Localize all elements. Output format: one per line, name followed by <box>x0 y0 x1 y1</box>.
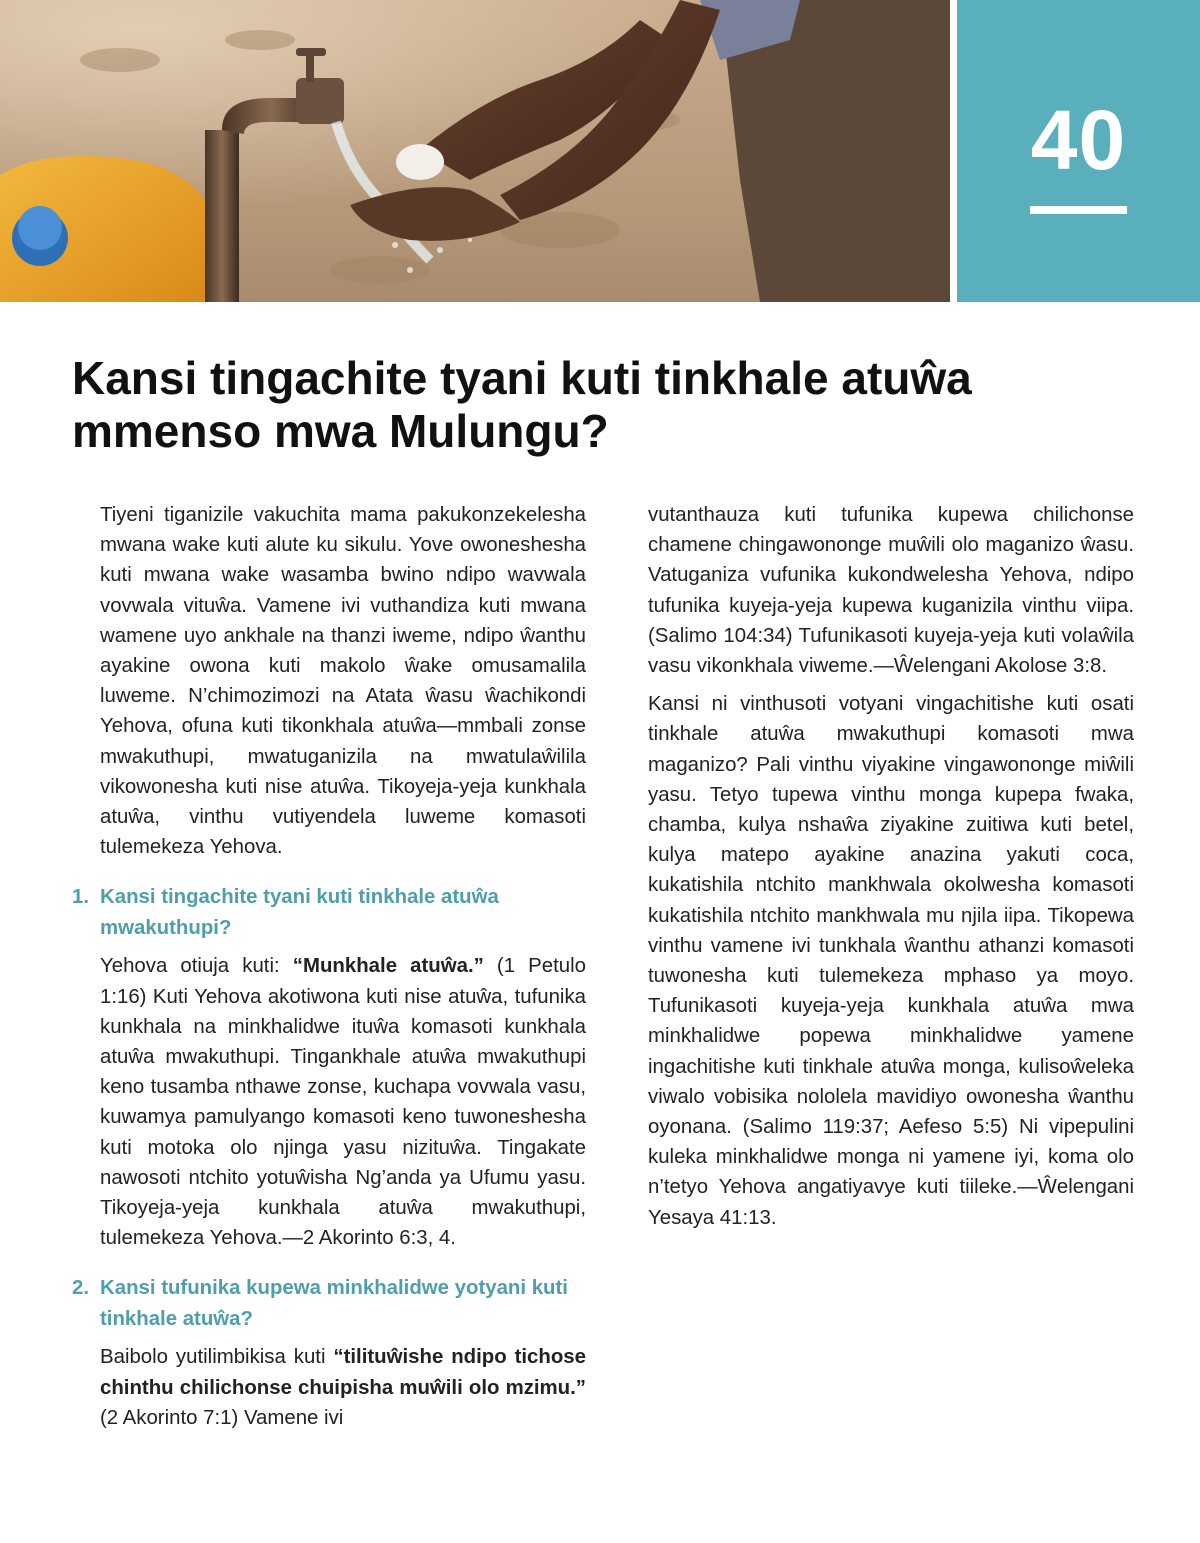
section-2-body: (2 Akorinto 7:1) Vamene ivi <box>100 1406 344 1429</box>
hero-photo <box>0 0 950 302</box>
page-title: Kansi tingachite tyani kuti tinkhale atuŵa mmenso mwa Mulungu? <box>72 352 972 457</box>
question-2-heading <box>72 1273 586 1334</box>
lesson-number-box <box>957 0 1200 302</box>
hand-washing-at-tap-photo <box>0 0 950 302</box>
question-2-text: Kansi tufunika kupewa minkhalidwe yotyani kuti tinkhale atuŵa? <box>100 1277 568 1330</box>
section-1-quote: “Munkhale atuŵa.” <box>292 955 484 978</box>
water-pipe <box>205 130 239 302</box>
question-1-text: Kansi tingachite tyani kuti tinkhale atuŵa mwakuthupi? <box>100 886 499 939</box>
section-1-body: (1 Petulo 1:16) Kuti Yehova akotiwona kuti nise atuŵa, tufunika kunkhala na minkhalidwe ituŵa komasoti kunkhala atuŵa mwakuthupi. Tingankhale atuŵa mwakuthupi keno tusamba nthawe zonse, kuchapa vovwala vasu, kuwamya pamulyango komasoti keno tuwoneshesha kuti motoka olo njinga yasu nizituŵa. Tingakate nawosoti ntchito yotuŵisha Ng’anda ya Ufumu yasu. Tikoyeja-yeja kunkhala atuŵa mwakuthupi, tulemekeza Yehova.—2 Akorinto 6:3, 4. <box>100 955 587 1250</box>
section-1-paragraph <box>100 951 586 1253</box>
left-column <box>72 500 587 1433</box>
lesson-number: 40 <box>1030 93 1127 187</box>
section-2-quote: “tilituŵishe ndipo tichose chinthu chilichonse chuipisha muŵili olo mzimu.” <box>100 1346 586 1399</box>
lesson-number-underline <box>1030 206 1127 214</box>
tap-valve <box>296 78 344 124</box>
section-2-paragraph-2: Kansi ni vinthusoti votyani vingachitishe kuti osati tinkhale atuŵa mwakuthupi komasoti mwa maganizo? Pali vinthu viyakine vingawononge miŵili yasu. Tetyo tupewa vinthu monga kupepa fwaka, chamba, kulya nshaŵa ziyakine zuitiwa kuti betel, kulya matepo ayakine anazina yakuti coca, kukatishila ntchito mankhwala okolwesha komasoti kukatishila ntchito mankhwala mu njila iipa. Tikopewa vinthu vamene ivi tunkhala ŵanthu athanzi komasoti tuwonesha kuti tulemekeza mphaso ya moyo. Tufunikasoti kuyeja-yeja kunkhala atuŵa mwa minkhalidwe popewa minkhalidwe yamene ingachitishe kuti tinkhale atuŵa monga, kulisoŵeleka viwalo vobisika nololela mavidiyo owonesha ŵanthu oyonana. (Salimo 119:37; Aefeso 5:5) Ni vipepulini kuleka minkhalidwe monga ni yamene iyi, koma olo n’tetyo Yehova angatiyavye kuti tiileke.—Ŵelengani Yesaya 41:13. <box>648 693 1134 1229</box>
intro-paragraph: Tiyeni tiganizile vakuchita mama pakukonzekelesha mwana wake kuti alute ku sikulu. Yove owoneshesha kuti mwana wake wasamba bwino ndipo wavwala vovwala vituŵa. Vamene ivi vuthandiza kuti mwana wamene uyo ankhale na thanzi iweme, ndipo ŵanthu ayakine owona kuti makolo ŵake omusamalila luweme. N’chimozimozi na Atata ŵasu ŵachikondi Yehova, ofuna kuti tikonkhala atuŵa—mmbali zonse mwakuthupi, mwatuganizila na mwatulaŵilila vikowonesha kuti nise atuŵa. Tikoyeja-yeja kunkhala atuŵa, vinthu vutiyendela luweme komasoti tulemekeza Yehova. <box>100 504 586 859</box>
right-column <box>648 500 1134 1233</box>
section-1-lead: Yehova otiuja kuti: <box>100 955 293 978</box>
section-2-paragraph-start <box>100 1342 586 1433</box>
question-1-number: 1. <box>72 886 90 909</box>
section-2-paragraph-continued: vutanthauza kuti tufunika kupewa chilichonse chamene chingawononge muŵili olo maganizo ŵasu. Vatuganiza vufunika kukondwelesha Yehova, ndipo tufunika kuyeja-yeja kupewa kuganizila vinthu viipa. (Salimo 104:34) Tufunikasoti kuyeja-yeja kuti volaŵila vasu vikonkhala viweme.—Ŵelengani Akolose 3:8. <box>648 504 1134 678</box>
section-2-lead: Baibolo yutilimbikisa kuti <box>100 1346 334 1369</box>
question-1-heading <box>72 882 586 943</box>
question-2-number: 2. <box>72 1277 90 1300</box>
soap-bar <box>396 144 444 180</box>
